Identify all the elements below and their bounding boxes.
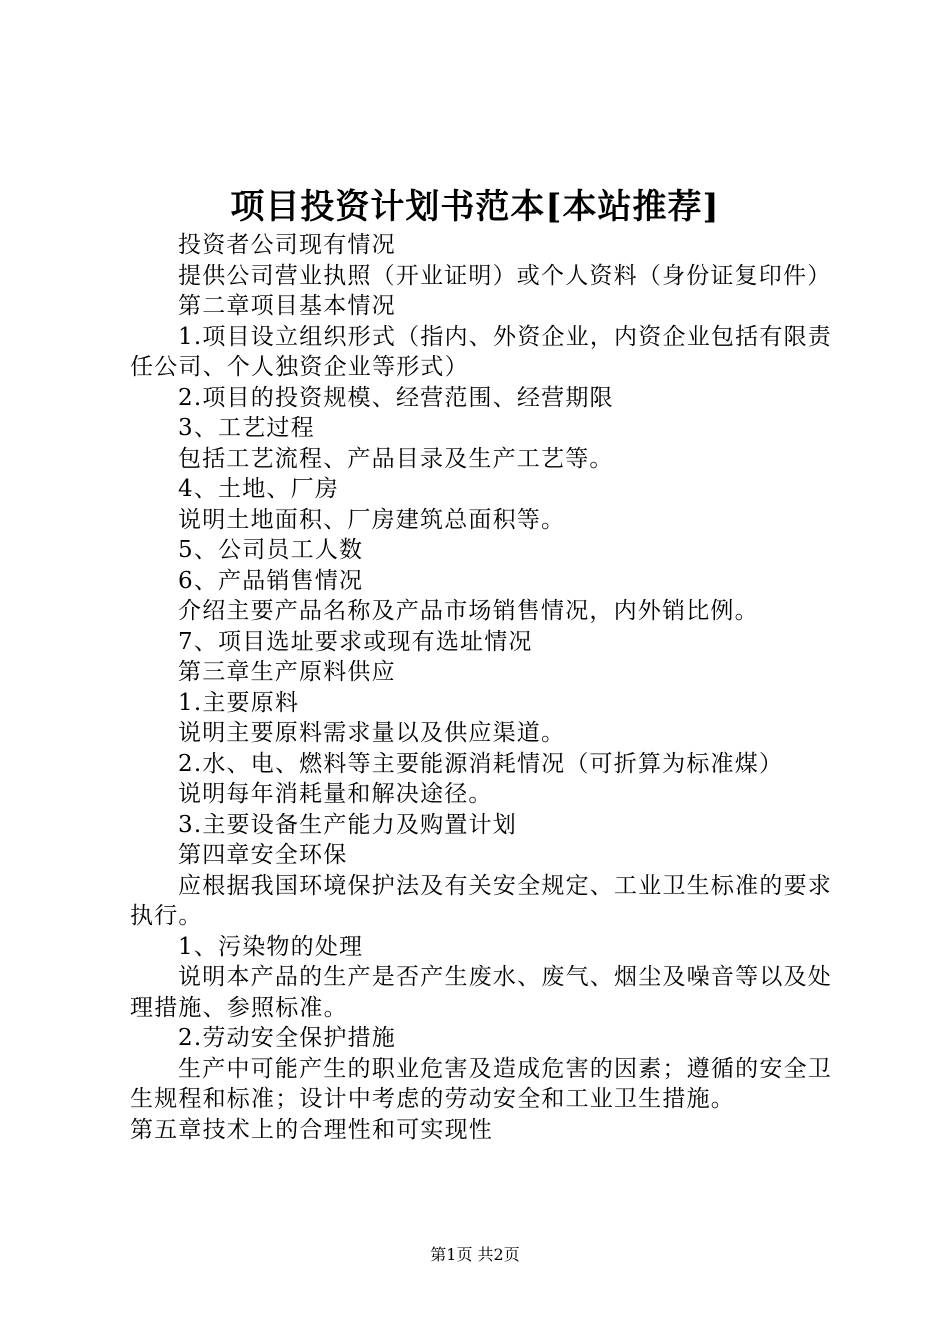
paragraph: 生产中可能产生的职业危害及造成危害的因素；遵循的安全卫生规程和标准；设计中考虑的劳动安全和工业卫生措施。 — [130, 1055, 832, 1112]
paragraph: 第五章技术上的合理性和可实现性 — [130, 1116, 493, 1143]
paragraph: 2.水、电、燃料等主要能源消耗情况（可折算为标准煤） — [178, 750, 784, 777]
paragraph: 包括工艺流程、产品目录及生产工艺等。 — [178, 445, 614, 472]
page-footer: 第1页 共2页 — [430, 1245, 520, 1264]
paragraph: 6、产品销售情况 — [178, 567, 364, 594]
paragraph: 第四章安全环保 — [178, 842, 348, 868]
document-body — [130, 230, 832, 1145]
paragraph: 第三章生产原料供应 — [178, 659, 396, 685]
paragraph: 1、污染物的处理 — [178, 933, 364, 960]
document-title: 项目投资计划书范本[本站推荐] — [230, 187, 720, 227]
paragraph: 3.主要设备生产能力及购置计划 — [178, 811, 517, 838]
paragraph: 说明主要原料需求量以及供应渠道。 — [178, 720, 566, 746]
paragraph: 说明土地面积、厂房建筑总面积等。 — [178, 506, 566, 533]
paragraph: 1.主要原料 — [178, 689, 300, 716]
paragraph: 投资者公司现有情况 — [178, 232, 396, 258]
paragraph: 7、项目选址要求或现有选址情况 — [178, 628, 533, 655]
paragraph: 提供公司营业执照（开业证明）或个人资料（身份证复印件） — [178, 262, 832, 289]
paragraph: 4、土地、厂房 — [178, 476, 340, 502]
paragraph: 说明每年消耗量和解决途径。 — [178, 781, 493, 807]
paragraph: 3、工艺过程 — [178, 415, 315, 441]
paragraph: 1.项目设立组织形式（指内、外资企业，内资企业包括有限责任公司、个人独资企业等形式） — [130, 323, 832, 380]
paragraph: 介绍主要产品名称及产品市场销售情况，内外销比例。 — [178, 598, 759, 624]
paragraph: 2.劳动安全保护措施 — [178, 1025, 396, 1051]
paragraph: 2.项目的投资规模、经营范围、经营期限 — [178, 384, 614, 411]
paragraph: 说明本产品的生产是否产生废水、废气、烟尘及噪音等以及处理措施、参照标准。 — [130, 964, 832, 1021]
paragraph: 5、公司员工人数 — [178, 537, 364, 563]
paragraph: 应根据我国环境保护法及有关安全规定、工业卫生标准的要求执行。 — [130, 872, 832, 929]
paragraph: 第二章项目基本情况 — [178, 293, 396, 319]
